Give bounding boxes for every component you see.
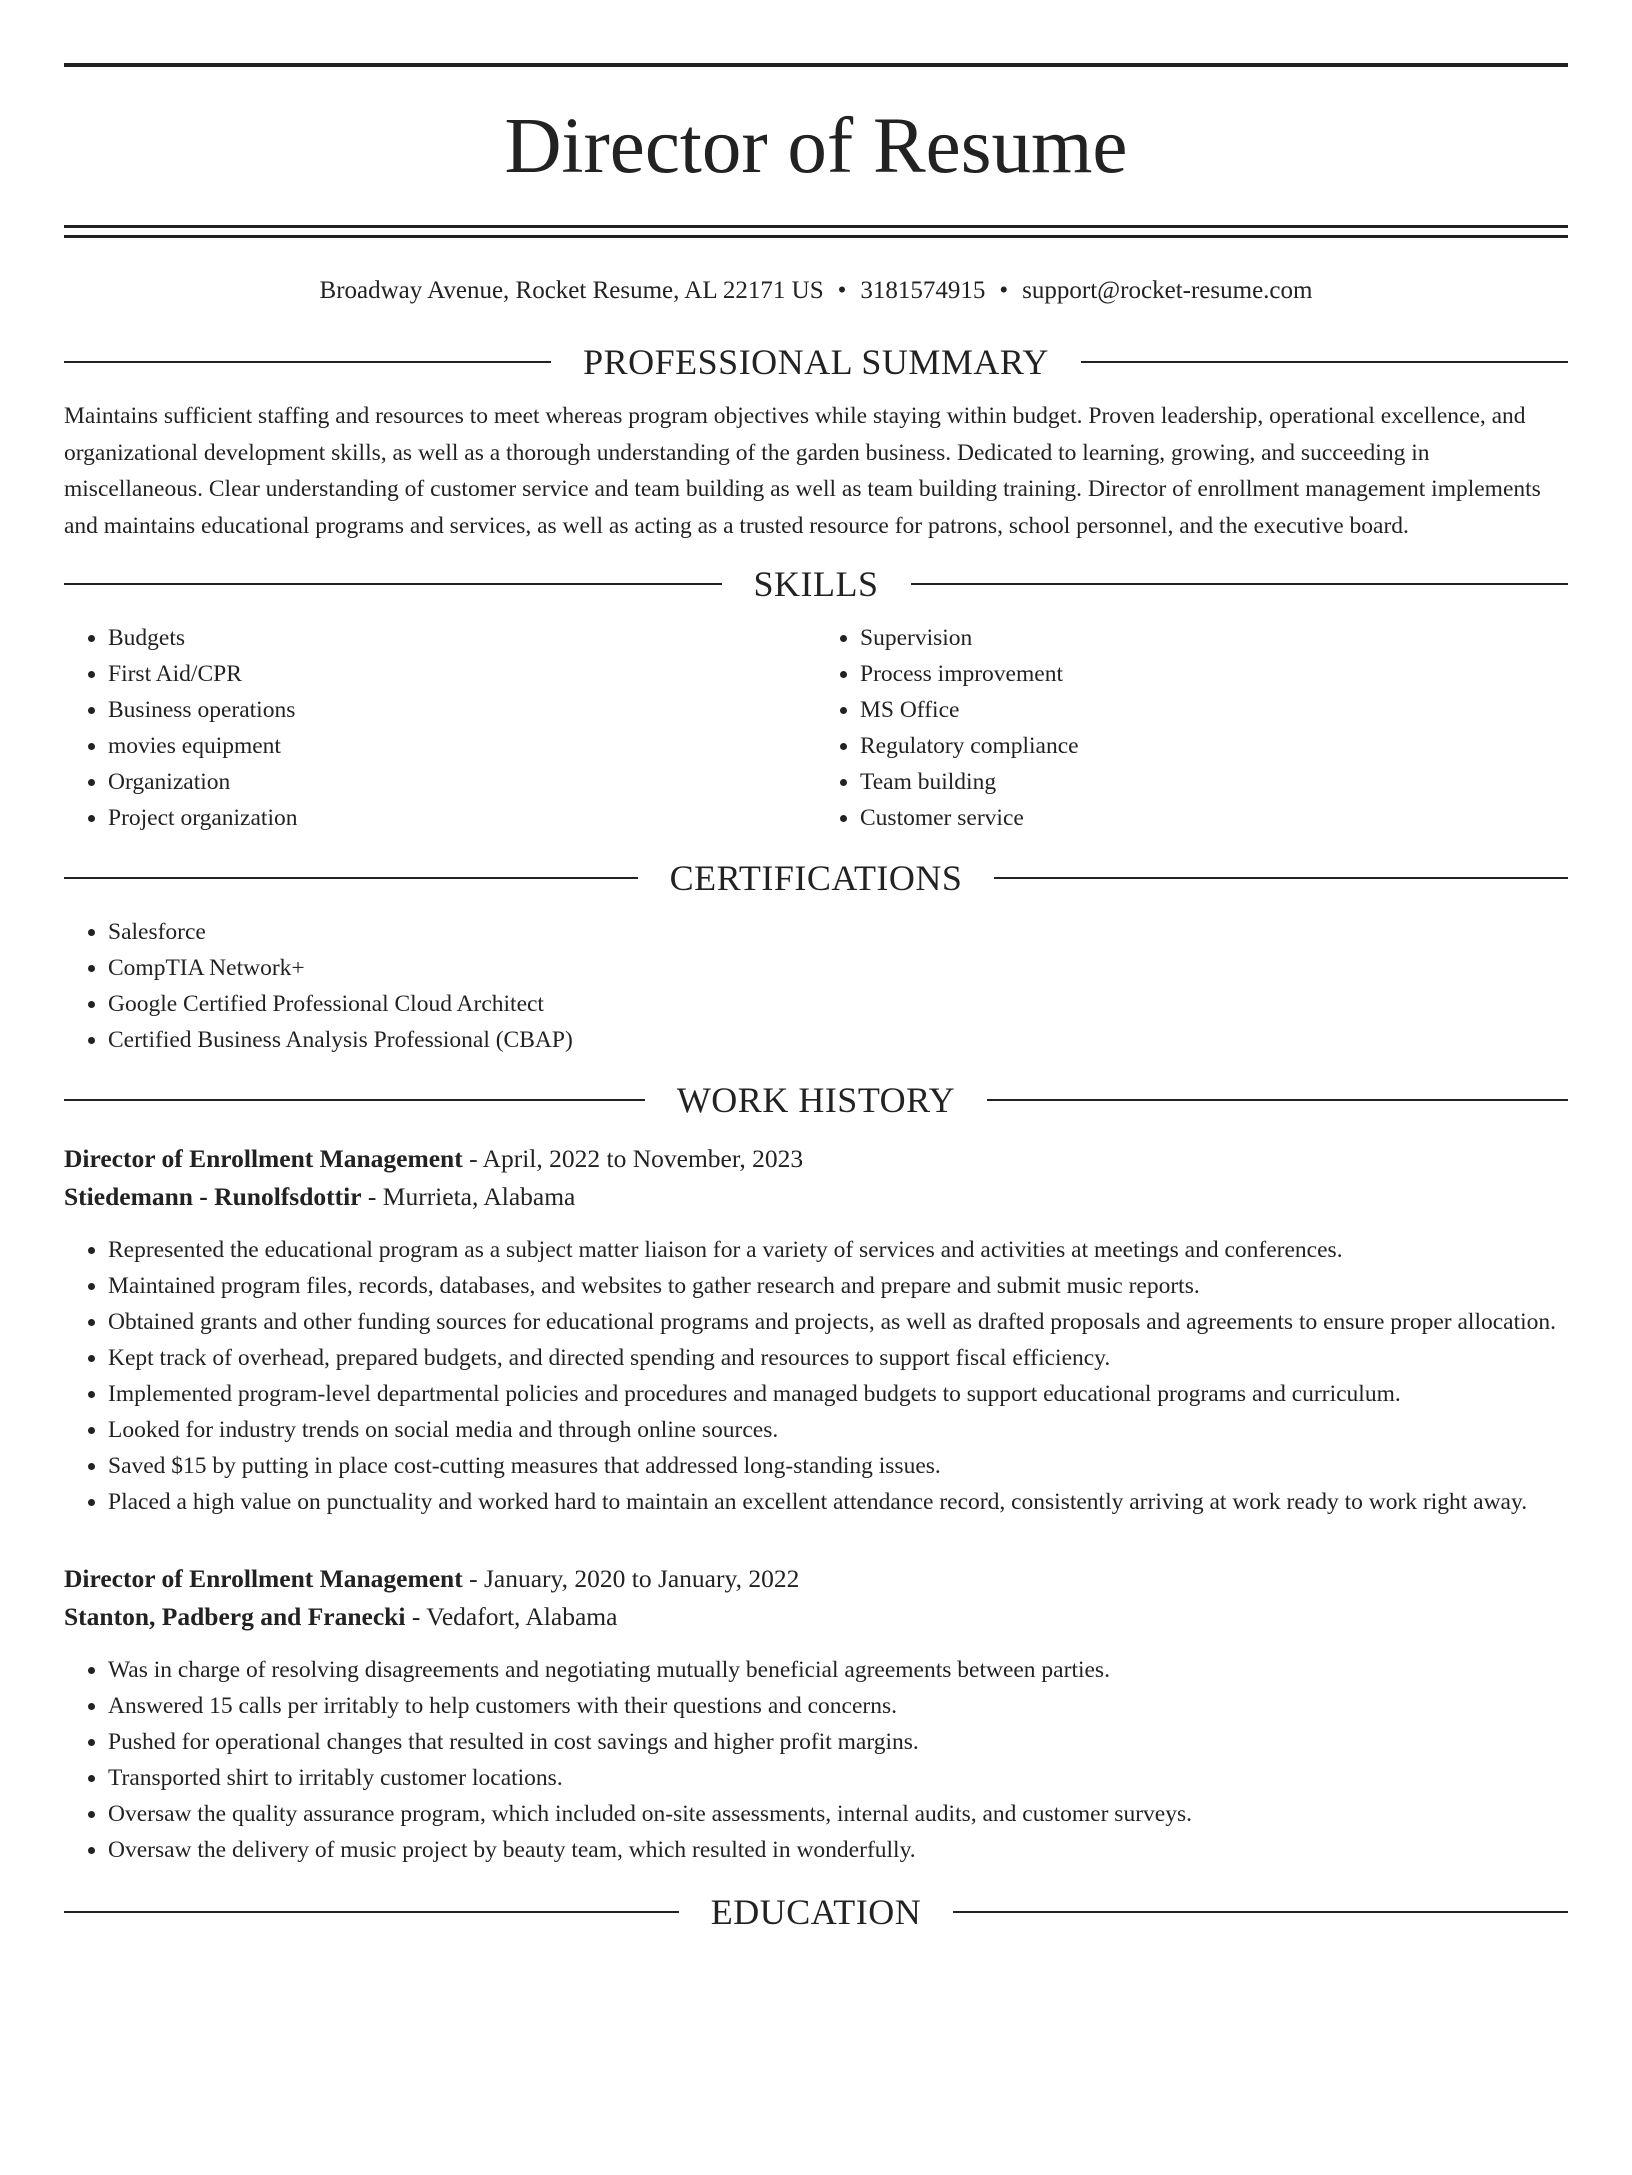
job-company-line: [64, 1598, 1568, 1636]
certification-item: • Google Certified Professional Cloud Architect: [108, 986, 1568, 1022]
resume-page: [0, 63, 1632, 2175]
contact-phone: 3181574915: [860, 277, 986, 304]
skill-item: • MS Office: [860, 692, 1568, 728]
job-bullets: [64, 1232, 1568, 1520]
certification-item: • Salesforce: [108, 914, 1568, 950]
job-bullet: • Was in charge of resolving disagreements and negotiating mutually beneficial agreements between parties.: [108, 1652, 1568, 1688]
skill-item: • Process improvement: [860, 656, 1568, 692]
job-dates: - January, 2020 to January, 2022: [462, 1564, 800, 1593]
skill-item: • Organization: [108, 764, 816, 800]
skill-item: • Customer service: [860, 800, 1568, 836]
top-rule: [64, 63, 1568, 67]
section-title: CERTIFICATIONS: [669, 858, 963, 898]
skill-item: • Budgets: [108, 620, 816, 656]
contact-separator: •: [999, 277, 1009, 304]
job-company: Stanton, Padberg and Franecki: [64, 1602, 406, 1631]
job-title-line: [64, 1560, 1568, 1598]
job-entry: [64, 1140, 1568, 1520]
job-bullet: • Saved $15 by putting in place cost-cutting measures that addressed long-standing issues.: [108, 1448, 1568, 1484]
certification-item: • Certified Business Analysis Professional (CBAP): [108, 1022, 1568, 1058]
job-bullet: • Kept track of overhead, prepared budgets, and directed spending and resources to support fiscal efficiency.: [108, 1340, 1568, 1376]
skills-list: [64, 620, 1568, 836]
skill-item: • First Aid/CPR: [108, 656, 816, 692]
section-heading-work-history: [64, 1078, 1568, 1122]
title-double-rule: [64, 225, 1568, 238]
job-dates: - April, 2022 to November, 2023: [462, 1144, 804, 1173]
section-heading-education: [64, 1890, 1568, 1934]
job-bullet: • Answered 15 calls per irritably to help customers with their questions and concerns.: [108, 1688, 1568, 1724]
skills-column-right: [816, 620, 1568, 836]
section-heading-summary: [64, 340, 1568, 384]
job-title-line: [64, 1140, 1568, 1178]
section-title: PROFESSIONAL SUMMARY: [583, 342, 1049, 382]
skill-item: • Supervision: [860, 620, 1568, 656]
skill-item: • movies equipment: [108, 728, 816, 764]
contact-separator: •: [837, 277, 847, 304]
job-bullet: • Represented the educational program as a subject matter liaison for a variety of services and activities at meetings and conferences.: [108, 1232, 1568, 1268]
section-title: EDUCATION: [710, 1892, 922, 1932]
section-heading-skills: [64, 562, 1568, 606]
skill-item: • Team building: [860, 764, 1568, 800]
job-bullet: • Obtained grants and other funding sources for educational programs and projects, as well as drafted proposals and agreements to ensure proper allocation.: [108, 1304, 1568, 1340]
job-location: - Vedafort, Alabama: [405, 1602, 618, 1631]
job-bullet: • Placed a high value on punctuality and worked hard to maintain an excellent attendance record, consistently arriving at work ready to work right away.: [108, 1484, 1568, 1520]
job-company-line: [64, 1178, 1568, 1216]
skill-item: • Regulatory compliance: [860, 728, 1568, 764]
section-heading-certifications: [64, 856, 1568, 900]
job-title: Director of Enrollment Management: [64, 1564, 463, 1593]
contact-address: Broadway Avenue, Rocket Resume, AL 22171 US: [319, 277, 824, 304]
job-bullet: • Oversaw the delivery of music project by beauty team, which resulted in wonderfully.: [108, 1832, 1568, 1868]
summary-text: Maintains sufficient staffing and resources to meet whereas program objectives while staying within budget. Proven leadership, operational excellence, and organizational development skills, as well as a thorough understanding of the garden business. Dedicated to learning, growing, and succeeding in miscellaneous. Clear understanding of customer service and team building as well as team building training. Director of enrollment management implements and maintains educational programs and services, as well as acting as a trusted resource for patrons, school personnel, and the executive board.: [64, 403, 1541, 539]
skill-item: • Business operations: [108, 692, 816, 728]
skills-column-left: [64, 620, 816, 836]
skill-item: • Project organization: [108, 800, 816, 836]
job-bullet: • Looked for industry trends on social media and through online sources.: [108, 1412, 1568, 1448]
job-bullet: • Maintained program files, records, databases, and websites to gather research and prepare and submit music reports.: [108, 1268, 1568, 1304]
section-title: WORK HISTORY: [676, 1080, 956, 1120]
work-history-list: [64, 1140, 1568, 1868]
contact-email: support@rocket-resume.com: [1022, 277, 1313, 304]
contact-line: [64, 276, 1568, 306]
job-bullet: • Implemented program-level departmental policies and procedures and managed budgets to support educational programs and curriculum.: [108, 1376, 1568, 1412]
section-title: SKILLS: [753, 564, 879, 604]
job-bullet: • Oversaw the quality assurance program, which included on-site assessments, internal audits, and customer surveys.: [108, 1796, 1568, 1832]
job-company: Stiedemann - Runolfsdottir: [64, 1182, 362, 1211]
job-bullet: • Transported shirt to irritably customer locations.: [108, 1760, 1568, 1796]
certifications-list: [64, 914, 1568, 1058]
certification-item: • CompTIA Network+: [108, 950, 1568, 986]
job-title: Director of Enrollment Management: [64, 1144, 463, 1173]
job-bullet: • Pushed for operational changes that resulted in cost savings and higher profit margins.: [108, 1724, 1568, 1760]
job-bullets: [64, 1652, 1568, 1868]
job-location: - Murrieta, Alabama: [361, 1182, 576, 1211]
resume-name: Director of Resume: [504, 103, 1128, 190]
job-entry: [64, 1560, 1568, 1868]
